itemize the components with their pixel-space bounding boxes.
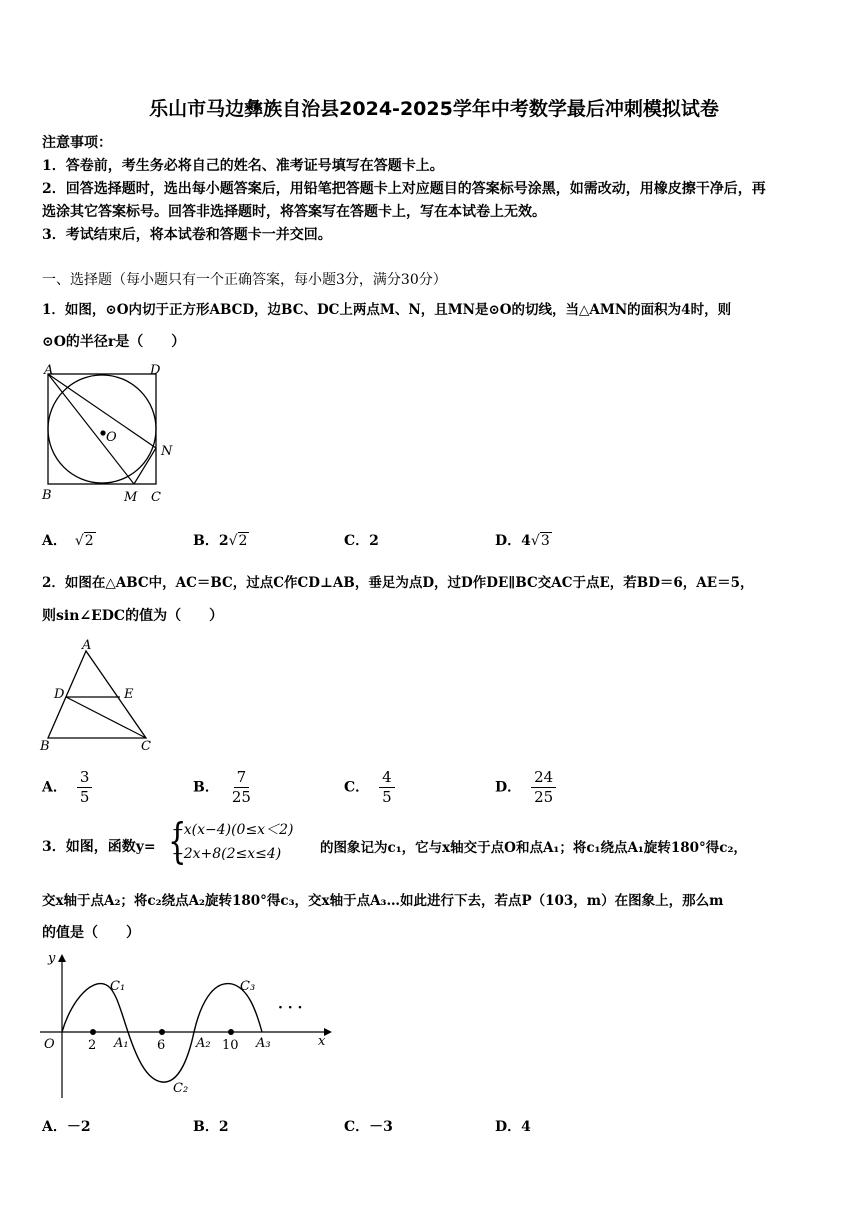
q3-option-a[interactable]: A．－2 [42,1119,91,1135]
label-o: O [44,1037,55,1052]
notice-heading: 注意事项： [42,135,112,151]
q1-stem-line-1: 1．如图，⊙O内切于正方形ABCD，边BC、DC上两点M、N，且MN是⊙O的切线，当△AMN的面积为4时，则 [42,302,732,318]
point-10 [228,1029,234,1035]
center-point [100,430,105,435]
notice-item-3: 3．考试结束后，将本试卷和答题卡一并交回。 [42,227,332,243]
segment-mn [134,448,156,484]
q3-option-b[interactable]: B．2 [193,1119,229,1135]
q1-option-c[interactable]: C．2 [344,533,379,549]
inscribed-circle [48,375,156,483]
label-b: B [42,488,52,503]
tick-10: 10 [222,1038,239,1053]
q2-option-a-den: 5 [79,788,90,806]
q2-option-b-den: 25 [231,788,251,806]
q2-stem-line-2: 则sin∠EDC的值为（ ） [42,608,224,624]
q2-option-a-label: A． [42,779,67,796]
tick-6: 6 [157,1038,166,1053]
label-c1: C₁ [110,979,126,994]
q1-option-d[interactable]: D．4√3 [495,533,550,549]
label-o: O [106,430,117,445]
label-d: D [150,363,161,378]
label-a: A [44,363,54,378]
q3-stem-prefix: 3．如图，函数y= [42,839,156,855]
q3-piece-2: −2x+8(2≤x≤4) [172,846,282,862]
q3-stem-suffix: 的图象记为c₁，它与x轴交于点O和点A₁；将c₁绕点A₁旋转180°得c₂， [320,840,747,856]
q1-option-d-label: D．4 [495,533,531,549]
q3-stem-line-3: 的值是（ ） [42,925,140,941]
q2-option-c-label: C． [344,779,370,796]
segment-am [48,374,134,484]
notice-item-2: 2．回答选择题时，选出每小题答案后，用铅笔把答题卡上对应题目的答案标号涂黑，如需改动，用橡皮擦干净后，再 [42,181,766,197]
q2-option-a[interactable] [42,768,92,807]
q3-piece-1: −x(x−4)(0≤x＜2) [172,822,294,838]
q2-option-b-num: 7 [234,768,250,788]
label-y: y [48,951,56,966]
label-b: B [40,739,50,754]
notice-item-2-cont: 选涂其它答案标号。回答非选择题时，将答案写在答题卡上，写在本试卷上无效。 [42,204,546,220]
label-a1: A₁ [114,1036,129,1051]
q1-option-a-label: A． [42,533,67,549]
tick-2: 2 [88,1038,97,1053]
q2-option-b-label: B． [193,779,219,796]
label-n: N [161,444,173,459]
label-m: M [124,490,138,505]
piecewise-brace: { [168,813,187,869]
q2-option-c[interactable] [344,768,395,807]
label-c: C [141,739,151,754]
q2-option-d-num: 24 [531,768,556,788]
q3-stem-line-2: 交x轴于点A₂；将c₂绕点A₂旋转180°得c₃，交x轴于点A₃…如此进行下去，若点P（103，m）在图象上，那么m [42,893,724,909]
label-c2: C₂ [173,1081,189,1096]
q1-figure [38,362,178,507]
notice-item-1: 1．答卷前，考生务必将自己的姓名、准考证号填写在答题卡上。 [42,158,444,174]
q1-option-b-label: B．2 [193,533,229,549]
label-a2: A₂ [196,1036,211,1051]
q2-stem-line-1: 2．如图在△ABC中，AC＝BC，过点C作CD⊥AB，垂足为点D，过D作DE∥BC交AC于点E，若BD＝6，AE＝5， [42,575,754,591]
q2-option-b[interactable] [193,768,254,807]
q1-stem-line-2: ⊙O的半径r是（ ） [42,334,186,350]
q1-option-b-radicand: 2 [238,533,248,549]
q1-option-b[interactable]: B．2√2 [193,533,248,549]
label-x: x [318,1034,326,1049]
q3-figure [36,948,336,1100]
q2-figure [36,635,166,755]
point-6 [159,1029,165,1035]
q3-option-c[interactable]: C．－3 [344,1119,393,1135]
q2-option-d-den: 25 [534,788,554,806]
q2-option-c-den: 5 [382,788,392,806]
q2-option-c-num: 4 [379,768,395,788]
label-c3: C₃ [240,979,256,994]
label-d: D [54,687,65,702]
y-axis-arrow [58,954,66,962]
q2-option-a-num: 3 [77,768,93,788]
label-c: C [151,490,161,505]
q1-option-d-radicand: 3 [540,533,550,549]
page-title: 乐山市马边彝族自治县2024-2025学年中考数学最后冲刺模拟试卷 [149,98,719,120]
q2-option-d-label: D． [495,779,522,796]
label-a3: A₃ [256,1036,271,1051]
section-heading: 一、选择题（每小题只有一个正确答案，每小题3分，满分30分） [42,272,447,288]
segment-an [48,374,156,448]
point-2 [90,1029,96,1035]
segment-dc [66,697,146,738]
q1-option-a[interactable]: A． √2 [42,533,94,549]
label-a: A [82,638,92,653]
q2-option-d[interactable] [495,768,556,807]
q1-option-a-radicand: 2 [84,533,94,549]
q3-option-d[interactable]: D．4 [495,1119,531,1135]
label-e: E [124,687,134,702]
continuation-dots: · · · [278,1000,303,1016]
